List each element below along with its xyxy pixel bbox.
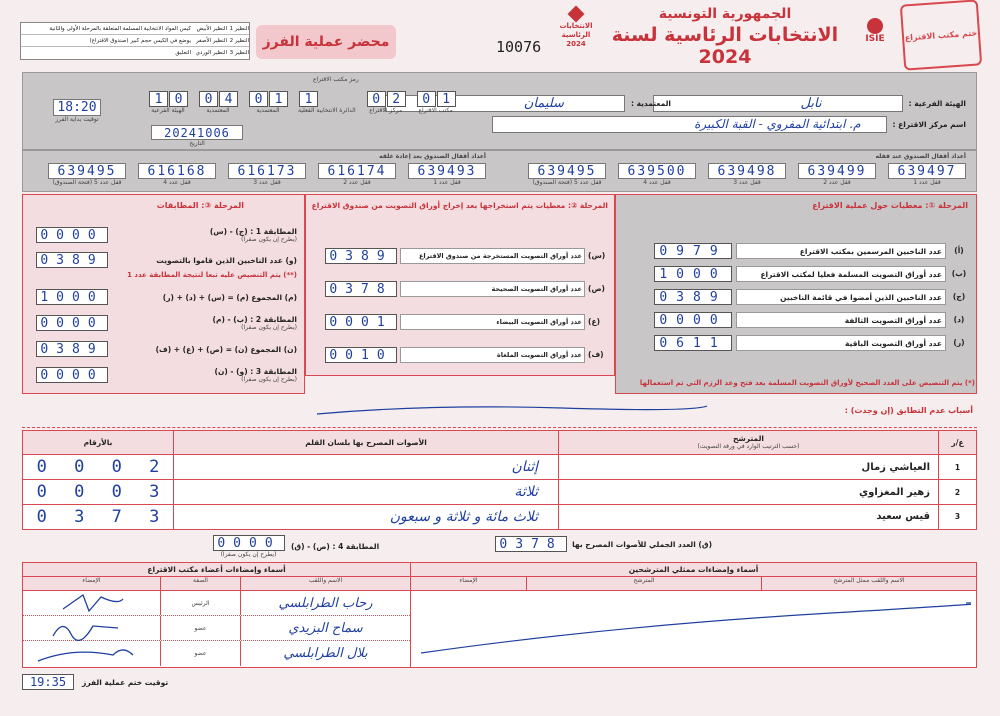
station-codes: 1 0 الهيئة الفرعية 0 4 المعتمدية 0 1 المعتمدية 1 الدائرة الانتخابية الفعلية 0 2 مركز الاقتراع 0 1 مكتب الاقتراع — [148, 91, 456, 114]
end-time: 19:35 توقيت ختم عملية الفرز — [22, 674, 168, 690]
stage3-row: 0389 (ن) المجموع (ن) = (ص) + (ع) + (ف) — [35, 337, 297, 361]
stage3-row: 1000 (م) المجموع (م) = (س) + (د) + (ر) — [35, 285, 297, 309]
form-title: محضر عملية الفرز — [256, 25, 396, 59]
stage2-row: (ع) عدد أوراق التصويت البيضاء 0001 — [311, 311, 606, 332]
center-value: م. ابتدائية المفروي - القبة الكبيرة — [694, 117, 861, 131]
stage1-row: (ب) عدد أوراق التصويت المسلمة فعليا لمكتب الاقتراع 1000 — [623, 263, 968, 284]
end-time-value: 19:35 — [22, 674, 74, 690]
signature-member-1 — [23, 616, 153, 641]
candidate-row: 2 زهير المغزاوي ثلاثة 0 0 0 3 — [23, 480, 976, 505]
serial-number: 10076 — [496, 38, 542, 56]
stage2-row: (ف) عدد أوراق التصويت الملغاة 0010 — [311, 344, 606, 365]
isie-logo: ISIE — [855, 18, 895, 62]
total-votes: 0378 — [495, 536, 567, 552]
copies-legend: النظير 1 النظير الأبيض كيس المواد الانتخابية المسلمة المتعلقة بالمرحلة الأولى والثانية النظير 2 النظير الأصفر يوضع في الكيس حجم كبير (صندوق الاقتراع) النظير 3 النظير الوردي التعليق — [20, 22, 250, 60]
candidate-row: 1 العياشي زمال إثنان 0 0 0 2 — [23, 455, 976, 480]
candidates-table: ع/ر المترشح (حسب الترتيب الوارد في ورقة التصويت) الأصوات المصرح بها بلسان القلم بالأرقام 1 العياشي زمال إثنان 0 0 0 2 2 زهير المغزاوي ثلاثة 0 0 0 3 3 قيس سعيد ثلاث مائة و ثلاثة و سبعون 0 3 7 3 — [22, 430, 977, 530]
stage2-row: (س) عدد أوراق التصويت المستخرجة من صندوق الاقتراع 0389 — [311, 245, 606, 266]
stage3-row: 0000 المطابقة 3 : (و) - (ن) (يطرح إن يكون صفرا) — [35, 361, 297, 389]
stage3-row: 0000 المطابقة 1 : (ج) - (س) (يطرح إن يكون صفرا) — [35, 221, 297, 249]
station-info: الهيئة الفرعية : نابل المعتمدية : سليمان اسم مركز الاقتراع : م. ابتدائية المفروي - القبة الكبيرة رمز مكتب الاقتراع 1 0 الهيئة الفرعية 0 4 المعتمدية 0 1 المعتمدية 1 الدائرة الانتخابية الفعلية 0 2 مركز الاقتراع 0 1 مكتب الاقتراع 20241006 التاريخ 18:20 توقيت بداية الفرز — [22, 72, 977, 150]
header — [0, 0, 1000, 70]
board-row: سماح البزيدي عضو — [23, 616, 410, 641]
stage1-section: المرحلة ①: معطيات حول عملية الاقتراع (أ) عدد الناخبين المرسمين بمكتب الاقتراع 0979 (ب) عدد أوراق التصويت المسلمة فعليا لمكتب الاقتراع 1000 (ج) عدد الناخبين الذين أمضوا في قائمة الناخبين 0389 (د) عدد أوراق التصويت التالفة 0000 (ر) عدد أوراق التصويت الباقية 0611 — [615, 194, 977, 394]
start-time: 18:20 توقيت بداية الفرز — [53, 99, 101, 123]
date-field: 20241006 التاريخ — [151, 125, 243, 147]
region-value: نابل — [800, 96, 822, 111]
board-row: بلال الطرابلسي عضو — [23, 641, 410, 666]
stage2-section: المرحلة ②: معطيات يتم استخراجها بعد إخراج أوراق التصويت من صندوق الاقتراع (س) عدد أوراق التصويت المستخرجة من صندوق الاقتراع 0389 (ص) عدد أوراق التصويت الصحيحة 0378 (ع) عدد أوراق التصويت البيضاء 0001 (ف) عدد أوراق التصويت الملغاة 0010 — [305, 194, 615, 376]
reps-crossout-line — [411, 591, 971, 661]
delegation-value: سليمان — [523, 96, 564, 111]
stage3-section: المرحلة ③: المطابقات 0000 المطابقة 1 : (ج) - (س) (يطرح إن يكون صفرا) 0389 (و) عدد الناخبين الذين قاموا بالتصويت (**) يتم التنصيص عليه تبعا لنتيجة المطابقة عدد 1 1000 (م) المجموع (م) = (س) + (د) + (ر) 0000 المطابقة 2 : (ب) - (م) (يطرح إن يكون صفرا) 0389 (ن) المجموع (ن) = (ص) + (ع) + (ف) 0000 المطابقة 3 : (و) - (ن) (يطرح إن يكون صفرا) — [22, 194, 305, 394]
discrepancy-scribble — [312, 400, 712, 420]
locks-after: 639493 قفل عدد 1 616174 قفل عدد 2 616173 قفل عدد 3 616168 قفل عدد 4 639495 قفل عدد 5 (فتحة الصندوق) — [48, 163, 486, 186]
stage2-row: (ص) عدد أوراق التصويت الصحيحة 0378 — [311, 278, 606, 299]
locks-section: أعداد أقفال الصندوق عند قفله أعداد أقفال الصندوق بعد إعادة غلقه 639497 قفل عدد 1 639499 قفل عدد 2 639498 قفل عدد 3 639500 قفل عدد 4 639495 قفل عدد 5 (فتحة الصندوق) 639493 قفل عدد 1 616174 قفل عدد 2 616173 قفل عدد 3 616168 قفل عدد 4 639495 قفل عدد 5 (فتحة الصندوق) — [22, 150, 977, 192]
candidate-row: 3 قيس سعيد ثلاث مائة و ثلاثة و سبعون 0 3 7 3 — [23, 505, 976, 529]
signatures-section: أسماء وإمضاءات ممثلي المترشحين الاسم واللقب ممثل المترشح المترشح الإمضاء أسماء وإمضاءات أعضاء مكتب الاقتراع الاسم واللقب الصفة الإمضاء رحاب الطرابلسي الرئيس سماح البزيدي عضو بلال الطرابلسي عضو — [22, 562, 977, 668]
stage1-row: (د) عدد أوراق التصويت التالفة 0000 — [623, 309, 968, 330]
discrepancy-section: أسباب عدم التطابق (إن وجدت) : — [22, 398, 977, 428]
locks-before: 639497 قفل عدد 1 639499 قفل عدد 2 639498 قفل عدد 3 639500 قفل عدد 4 639495 قفل عدد 5 (فتحة الصندوق) — [528, 163, 966, 186]
official-stamp — [900, 0, 982, 71]
election-title: الانتخابات الرئاسية لسنة 2024 — [611, 24, 839, 68]
board-row: رحاب الطرابلسي الرئيس — [23, 591, 410, 616]
election-logo: الانتخابات الرئاسية 2024 — [557, 8, 595, 64]
stage1-note: (*) يتم التنصيص على العدد الصحيح لأوراق التصويت المسلمة بعد فتح وعد الرزم التي تم استعمالها — [639, 379, 975, 387]
stage1-row: (أ) عدد الناخبين المرسمين بمكتب الاقتراع 0979 — [623, 240, 968, 261]
stage1-row: (ر) عدد أوراق التصويت الباقية 0611 — [623, 332, 968, 353]
signature-member-2 — [23, 641, 153, 666]
match4-value: 0000 — [213, 535, 285, 551]
stage3-row: 0000 المطابقة 2 : (ب) - (م) (يطرح إن يكون صفرا) — [35, 309, 297, 337]
signature-president — [23, 591, 153, 616]
stamp-text: ختم مكتب الاقتراع — [904, 27, 978, 43]
republic-title: الجمهورية التونسية — [658, 6, 792, 22]
stage1-row: (ج) عدد الناخبين الذين أمضوا في قائمة الناخبين 0389 — [623, 286, 968, 307]
totals-row: (ق) العدد الجملي للأصوات المصرح بها 0378 0000 (يطرح إن يكون صفرا) المطابقة 4 : (ص) - (ق) — [22, 532, 977, 558]
stage3-row: 0389 (و) عدد الناخبين الذين قاموا بالتصويت — [35, 249, 297, 271]
